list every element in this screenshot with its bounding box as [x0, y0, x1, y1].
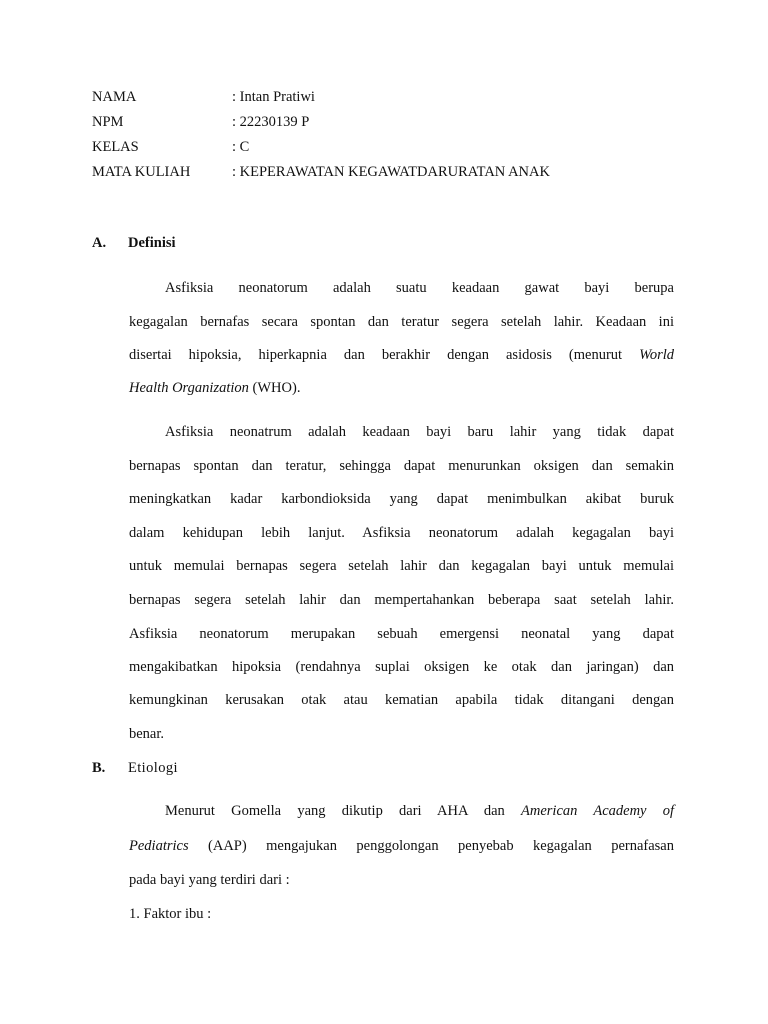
text-span: (AAP) mengajukan penggolongan penyebab kegagalan pernafasan [188, 838, 674, 854]
italic-text: Pediatrics [129, 838, 189, 854]
section-title: Etiologi [128, 760, 178, 776]
header-row-npm [92, 113, 309, 131]
header-row-nama [92, 88, 315, 106]
italic-text: American Academy of [521, 803, 674, 819]
paragraph-line [129, 379, 674, 397]
paragraph-line: dalam kehidupan lebih lanjut. Asfiksia neonatorum adalah kegagalan bayi [129, 525, 674, 541]
header-value: : C [232, 139, 250, 155]
paragraph-line: mengakibatkan hipoksia (rendahnya suplai oksigen ke otak dan jaringan) dan [129, 659, 674, 675]
section-a-heading [92, 234, 176, 252]
header-value: : Intan Pratiwi [232, 89, 315, 105]
paragraph-line: Asfiksia neonatorum merupakan sebuah emergensi neonatal yang dapat [129, 626, 674, 642]
paragraph-line: bernapas segera setelah lahir dan mempertahankan beberapa saat setelah lahir. [129, 592, 674, 608]
section-letter: B. [92, 760, 106, 776]
section-b-heading [92, 759, 178, 777]
section-letter: A. [92, 235, 107, 251]
header-value: : KEPERAWATAN KEGAWATDARURATAN ANAK [232, 164, 550, 180]
header-label: KELAS [92, 139, 139, 155]
header-row-mata-kuliah [92, 163, 550, 181]
paragraph-line: Asfiksia neonatrum adalah keadaan bayi baru lahir yang tidak dapat [165, 424, 674, 440]
italic-text: Health Organization [129, 380, 249, 396]
header-label: MATA KULIAH [92, 164, 191, 180]
paragraph-line: untuk memulai bernapas segera setelah lahir dan kegagalan bayi untuk memulai [129, 558, 674, 574]
section-title: Definisi [128, 235, 176, 251]
paragraph-line: kegagalan bernafas secara spontan dan teratur segera setelah lahir. Keadaan ini [129, 314, 674, 330]
header-row-kelas [92, 138, 249, 156]
text-span: disertai hipoksia, hiperkapnia dan berakhir dengan asidosis (menurut [129, 347, 640, 363]
paragraph-line: pada bayi yang terdiri dari : [129, 872, 290, 888]
list-number: 1. [129, 906, 140, 922]
header-label: NPM [92, 114, 124, 130]
paragraph-line: benar. [129, 726, 165, 742]
text-span: Menurut Gomella yang dikutip dari AHA dan [165, 803, 522, 819]
paragraph-line: kemungkinan kerusakan otak atau kematian apabila tidak ditangani dengan [129, 692, 674, 708]
paragraph-line [165, 802, 674, 820]
paragraph-line: meningkatkan kadar karbondioksida yang dapat menimbulkan akibat buruk [129, 491, 674, 507]
italic-text: World [639, 347, 674, 363]
paragraph-line: Asfiksia neonatorum adalah suatu keadaan gawat bayi berupa [165, 280, 674, 296]
list-text: Faktor ibu : [143, 906, 212, 922]
text-span: (WHO). [248, 380, 301, 396]
header-value: : 22230139 P [232, 114, 310, 130]
paragraph-line [129, 837, 674, 855]
paragraph-line: bernapas spontan dan teratur, sehingga dapat menurunkan oksigen dan semakin [129, 458, 674, 474]
header-label: NAMA [92, 89, 137, 105]
paragraph-line [129, 346, 674, 364]
list-item [129, 905, 211, 923]
